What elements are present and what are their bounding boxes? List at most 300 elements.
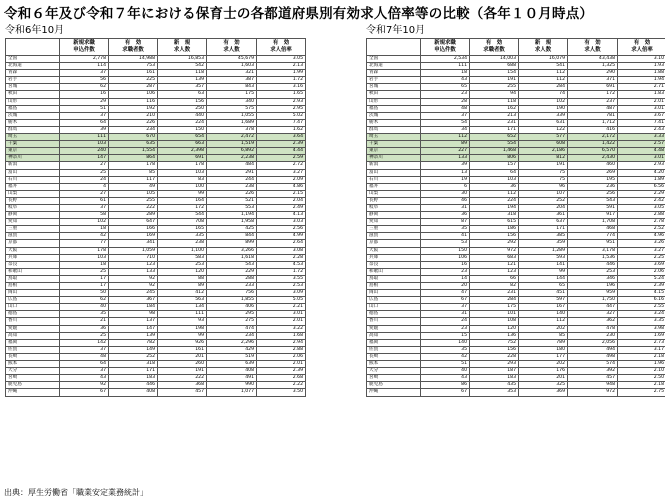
value-cell: 121	[470, 261, 519, 268]
table-row	[6, 375, 306, 382]
table-row	[6, 361, 306, 368]
page-title: 令和６年及び令和７年における保育士の各都道府県別有効求人倍率等の比較（各年１０月時点）	[4, 6, 594, 22]
value-cell: 51	[421, 361, 470, 368]
table-row	[367, 105, 665, 112]
prefecture-cell: 新潟	[6, 162, 60, 169]
prefecture-cell: 群馬	[367, 126, 421, 133]
value-cell: 85	[109, 169, 158, 176]
value-cell: 53	[421, 240, 470, 247]
value-cell: 156	[470, 233, 519, 240]
value-cell: 85	[519, 332, 568, 339]
value-cell: 237	[568, 98, 618, 105]
value-cell: 2,186	[519, 148, 568, 155]
table-row	[367, 290, 665, 297]
value-cell: 180	[519, 346, 568, 353]
value-cell: 917	[568, 212, 618, 219]
table-row	[367, 226, 665, 233]
value-cell: 1,194	[207, 212, 257, 219]
prefecture-cell: 千葉	[367, 141, 421, 148]
prefecture-cell: 熊本	[6, 361, 60, 368]
value-cell: 990	[207, 382, 257, 389]
table-row	[6, 197, 306, 204]
value-cell: 43	[421, 77, 470, 84]
prefecture-cell: 三重	[6, 226, 60, 233]
value-cell: 111	[60, 134, 109, 141]
prefecture-cell: 山形	[6, 98, 60, 105]
table-row	[367, 240, 665, 247]
table-row	[367, 332, 665, 339]
table-row	[367, 275, 665, 282]
value-cell: 5.24	[618, 275, 665, 282]
value-cell: 34	[421, 126, 470, 133]
value-cell: 117	[109, 176, 158, 183]
value-cell: 593	[519, 254, 568, 261]
value-cell: 615	[470, 219, 519, 226]
value-cell: 89	[158, 283, 207, 290]
value-cell: 425	[207, 226, 257, 233]
value-cell: 2,778	[60, 56, 109, 63]
value-cell: 1.65	[257, 91, 306, 98]
value-cell: 3.24	[618, 311, 665, 318]
prefecture-cell: 福島	[367, 105, 421, 112]
value-cell: 156	[470, 346, 519, 353]
value-cell: 406	[207, 304, 257, 311]
value-cell: 1,708	[568, 219, 618, 226]
column-header: 有 効 求人倍率	[257, 39, 306, 56]
prefecture-cell: 徳島	[367, 311, 421, 318]
value-cell: 292	[470, 240, 519, 247]
value-cell: 575	[207, 105, 257, 112]
value-cell: 17	[60, 275, 109, 282]
value-cell: 2.53	[257, 283, 306, 290]
value-cell: 2.09	[257, 176, 306, 183]
table-row	[367, 268, 665, 275]
column-header	[6, 39, 60, 56]
value-cell: 191	[158, 368, 207, 375]
value-cell: 114	[60, 63, 109, 70]
table-row	[367, 212, 665, 219]
value-cell: 1,689	[207, 119, 257, 126]
value-cell: 77	[60, 240, 109, 247]
value-cell: 708	[158, 219, 207, 226]
value-cell: 577	[519, 134, 568, 141]
value-cell: 2.28	[257, 254, 306, 261]
value-cell: 48	[60, 353, 109, 360]
value-cell: 112	[421, 134, 470, 141]
table-row	[367, 233, 665, 240]
value-cell: 23	[421, 268, 470, 275]
table-row	[367, 119, 665, 126]
prefecture-cell: 静岡	[367, 212, 421, 219]
value-cell: 74	[519, 91, 568, 98]
value-cell: 177	[519, 353, 568, 360]
value-cell: 88	[158, 275, 207, 282]
value-cell: 392	[568, 368, 618, 375]
value-cell: 318	[109, 361, 158, 368]
table-row	[6, 155, 306, 162]
value-cell: 112	[519, 318, 568, 325]
value-cell: 1,325	[568, 63, 618, 70]
value-cell: 87	[421, 219, 470, 226]
table-row	[6, 190, 306, 197]
prefecture-cell: 栃木	[367, 119, 421, 126]
value-cell: 3.05	[257, 56, 306, 63]
column-header: 有 効 求職者数	[109, 39, 158, 56]
value-cell: 2,534	[421, 56, 470, 63]
value-cell: 37	[60, 346, 109, 353]
table-row	[6, 56, 306, 63]
value-cell: 224	[158, 119, 207, 126]
table-body-r7	[367, 56, 665, 397]
prefecture-cell: 神奈川	[6, 155, 60, 162]
value-cell: 111	[421, 63, 470, 70]
value-cell: 2.55	[618, 304, 665, 311]
value-cell: 150	[421, 247, 470, 254]
value-cell: 234	[207, 332, 257, 339]
value-cell: 35	[60, 311, 109, 318]
prefecture-cell: 静岡	[6, 212, 60, 219]
prefecture-cell: 富山	[367, 169, 421, 176]
value-cell: 6.56	[618, 183, 665, 190]
value-cell: 240	[60, 148, 109, 155]
value-cell: 2.39	[257, 368, 306, 375]
prefecture-cell: 山口	[6, 304, 60, 311]
value-cell: 371	[568, 77, 618, 84]
value-cell: 47	[421, 290, 470, 297]
value-cell: 543	[568, 197, 618, 204]
value-cell: 542	[158, 63, 207, 70]
value-cell: 86	[421, 382, 470, 389]
value-cell: 1.94	[618, 77, 665, 84]
value-cell: 951	[568, 240, 618, 247]
value-cell: 167	[519, 304, 568, 311]
value-cell: 4.15	[618, 290, 665, 297]
value-cell: 4.53	[257, 261, 306, 268]
column-header: 有 効 求人倍率	[618, 39, 665, 56]
value-cell: 192	[109, 105, 158, 112]
column-header: 新 規 求人数	[158, 39, 207, 56]
data-table-r6	[5, 38, 306, 397]
value-cell: 165	[158, 226, 207, 233]
table-row	[367, 112, 665, 119]
value-cell: 288	[207, 275, 257, 282]
value-cell: 563	[158, 297, 207, 304]
value-cell: 133	[421, 155, 470, 162]
table-row	[367, 204, 665, 211]
value-cell: 4	[60, 183, 109, 190]
table-panel-r6	[5, 25, 305, 397]
value-cell: 2.88	[618, 212, 665, 219]
column-header	[367, 39, 421, 56]
table-row	[6, 112, 306, 119]
table-row	[367, 261, 665, 268]
value-cell: 544	[158, 212, 207, 219]
value-cell: 926	[158, 339, 207, 346]
value-cell: 24	[421, 318, 470, 325]
value-cell: 635	[109, 141, 158, 148]
value-cell: 23	[421, 325, 470, 332]
prefecture-cell: 京都	[367, 240, 421, 247]
value-cell: 1.62	[257, 126, 306, 133]
value-cell: 37	[60, 70, 109, 77]
table-row	[367, 126, 665, 133]
value-cell: 6,892	[207, 148, 257, 155]
table-row	[6, 304, 306, 311]
value-cell: 18	[60, 226, 109, 233]
value-cell: 101	[470, 311, 519, 318]
value-cell: 1,055	[207, 112, 257, 119]
prefecture-cell: 滋賀	[367, 233, 421, 240]
value-cell: 36	[470, 183, 519, 190]
value-cell: 31	[421, 311, 470, 318]
value-cell: 287	[109, 84, 158, 91]
value-cell: 2,056	[568, 339, 618, 346]
value-cell: 226	[207, 190, 257, 197]
table-row	[6, 325, 306, 332]
value-cell: 1,289	[519, 247, 568, 254]
value-cell: 864	[109, 155, 158, 162]
value-cell: 3.01	[257, 311, 306, 318]
value-cell: 948	[568, 382, 618, 389]
value-cell: 2.73	[618, 339, 665, 346]
value-cell: 238	[207, 183, 257, 190]
value-cell: 36	[60, 325, 109, 332]
value-cell: 36	[421, 212, 470, 219]
value-cell: 64	[60, 361, 109, 368]
value-cell: 521	[207, 197, 257, 204]
prefecture-cell: 鳥取	[6, 275, 60, 282]
value-cell: 2.39	[257, 141, 306, 148]
column-header: 新規求職 申込件数	[60, 39, 109, 56]
prefecture-cell: 長野	[6, 197, 60, 204]
table-row	[6, 91, 306, 98]
value-cell: 362	[568, 318, 618, 325]
value-cell: 102	[60, 219, 109, 226]
prefecture-cell: 兵庫	[6, 254, 60, 261]
value-cell: 2.01	[618, 98, 665, 105]
table-row	[6, 283, 306, 290]
value-cell: 710	[109, 254, 158, 261]
value-cell: 2.42	[618, 197, 665, 204]
value-cell: 37	[421, 112, 470, 119]
table-row	[367, 297, 665, 304]
value-cell: 2.13	[257, 63, 306, 70]
value-cell: 457	[158, 389, 207, 396]
prefecture-cell: 福井	[367, 183, 421, 190]
value-cell: 253	[158, 261, 207, 268]
value-cell: 164	[158, 197, 207, 204]
value-cell: 6	[421, 183, 470, 190]
value-cell: 213	[470, 112, 519, 119]
table-row	[6, 346, 306, 353]
value-cell: 37	[421, 304, 470, 311]
value-cell: 774	[568, 233, 618, 240]
value-cell: 103	[60, 141, 109, 148]
value-cell: 27	[60, 190, 109, 197]
value-cell: 107	[519, 190, 568, 197]
value-cell: 39	[421, 162, 470, 169]
prefecture-cell: 山梨	[6, 190, 60, 197]
value-cell: 14,003	[470, 56, 519, 63]
value-cell: 446	[109, 382, 158, 389]
prefecture-cell: 鳥取	[367, 275, 421, 282]
value-cell: 202	[519, 325, 568, 332]
value-cell: 416	[568, 126, 618, 133]
value-cell: 1,603	[207, 63, 257, 70]
table-row	[367, 169, 665, 176]
table-row	[6, 233, 306, 240]
value-cell: 3.55	[257, 275, 306, 282]
prefecture-cell: 岩手	[6, 77, 60, 84]
value-cell: 843	[207, 84, 257, 91]
value-cell: 105	[109, 190, 158, 197]
prefecture-cell: 新潟	[367, 162, 421, 169]
table-row	[367, 353, 665, 360]
prefecture-cell: 岩手	[367, 77, 421, 84]
prefecture-cell: 愛媛	[6, 325, 60, 332]
value-cell: 491	[207, 375, 257, 382]
table-body-r6	[6, 56, 306, 397]
value-cell: 484	[207, 162, 257, 169]
prefecture-cell: 滋賀	[6, 233, 60, 240]
value-cell: 275	[207, 318, 257, 325]
prefecture-cell: 宮城	[367, 84, 421, 91]
value-cell: 49	[109, 183, 158, 190]
value-cell: 111	[158, 311, 207, 318]
prefecture-cell: 秋田	[367, 91, 421, 98]
value-cell: 64	[60, 119, 109, 126]
value-cell: 368	[158, 382, 207, 389]
value-cell: 498	[568, 353, 618, 360]
value-cell: 201	[158, 353, 207, 360]
value-cell: 6.16	[618, 297, 665, 304]
table-row	[6, 105, 306, 112]
prefecture-cell: 長野	[367, 197, 421, 204]
prefecture-cell: 佐賀	[6, 346, 60, 353]
table-row	[6, 148, 306, 155]
value-cell: 7.41	[618, 119, 665, 126]
value-cell: 123	[470, 268, 519, 275]
value-cell: 62	[60, 297, 109, 304]
value-cell: 204	[519, 204, 568, 211]
value-cell: 23	[421, 91, 470, 98]
value-cell: 3.22	[257, 325, 306, 332]
value-cell: 553	[207, 204, 257, 211]
table-row	[367, 311, 665, 318]
table-row	[367, 346, 665, 353]
value-cell: 972	[568, 389, 618, 396]
value-cell: 83	[158, 176, 207, 183]
prefecture-cell: 高知	[6, 332, 60, 339]
prefecture-cell: 沖縄	[367, 389, 421, 396]
prefecture-cell: 山梨	[367, 190, 421, 197]
prefecture-cell: 沖縄	[6, 389, 60, 396]
value-cell: 1,958	[207, 219, 257, 226]
value-cell: 782	[109, 339, 158, 346]
prefecture-cell: 徳島	[6, 311, 60, 318]
value-cell: 25	[60, 268, 109, 275]
value-cell: 460	[568, 162, 618, 169]
value-cell: 178	[109, 162, 158, 169]
table-row	[6, 204, 306, 211]
value-cell: 190	[519, 105, 568, 112]
value-cell: 691	[568, 84, 618, 91]
table-row	[6, 240, 306, 247]
table-row	[367, 190, 665, 197]
value-cell: 639	[207, 361, 257, 368]
value-cell: 2.25	[618, 254, 665, 261]
table-row	[367, 304, 665, 311]
value-cell: 1.96	[618, 361, 665, 368]
value-cell: 136	[470, 332, 519, 339]
value-cell: 231	[470, 119, 519, 126]
value-cell: 183	[109, 375, 158, 382]
table-row	[367, 325, 665, 332]
prefecture-cell: 栃木	[6, 119, 60, 126]
value-cell: 226	[109, 119, 158, 126]
table-row	[6, 176, 306, 183]
value-cell: 108	[470, 318, 519, 325]
value-cell: 2,430	[568, 155, 618, 162]
prefecture-cell: 岡山	[6, 290, 60, 297]
value-cell: 2,172	[568, 134, 618, 141]
value-cell: 172	[568, 91, 618, 98]
value-cell: 663	[158, 141, 207, 148]
value-cell: 543	[207, 261, 257, 268]
value-cell: 195	[568, 176, 618, 183]
value-cell: 58	[60, 212, 109, 219]
value-cell: 139	[109, 332, 158, 339]
value-cell: 35	[421, 346, 470, 353]
prefecture-cell: 大分	[367, 368, 421, 375]
value-cell: 335	[158, 233, 207, 240]
table-row	[6, 169, 306, 176]
table-row	[367, 382, 665, 389]
value-cell: 112	[519, 77, 568, 84]
value-cell: 3.26	[618, 240, 665, 247]
value-cell: 140	[421, 339, 470, 346]
value-cell: 116	[109, 98, 158, 105]
value-cell: 161	[109, 70, 158, 77]
value-cell: 2.71	[618, 84, 665, 91]
value-cell: 172	[158, 204, 207, 211]
value-cell: 162	[470, 105, 519, 112]
value-cell: 222	[109, 204, 158, 211]
value-cell: 753	[109, 63, 158, 70]
prefecture-cell: 佐賀	[367, 346, 421, 353]
value-cell: 2.59	[257, 155, 306, 162]
value-cell: 196	[568, 283, 618, 290]
value-cell: 103	[158, 169, 207, 176]
value-cell: 46	[421, 197, 470, 204]
value-cell: 134	[158, 304, 207, 311]
value-cell: 844	[207, 233, 257, 240]
value-cell: 325	[519, 382, 568, 389]
value-cell: 574	[568, 361, 618, 368]
value-cell: 24	[60, 176, 109, 183]
prefecture-cell: 兵庫	[367, 254, 421, 261]
value-cell: 2.01	[257, 361, 306, 368]
value-cell: 123	[109, 261, 158, 268]
value-cell: 3.27	[618, 247, 665, 254]
prefecture-cell: 宮崎	[6, 375, 60, 382]
prefecture-cell: 京都	[6, 240, 60, 247]
prefecture-cell: 秋田	[6, 91, 60, 98]
column-header: 有 効 求職者数	[470, 39, 519, 56]
value-cell: 66	[470, 275, 519, 282]
value-cell: 96	[519, 183, 568, 190]
value-cell: 14	[421, 275, 470, 282]
